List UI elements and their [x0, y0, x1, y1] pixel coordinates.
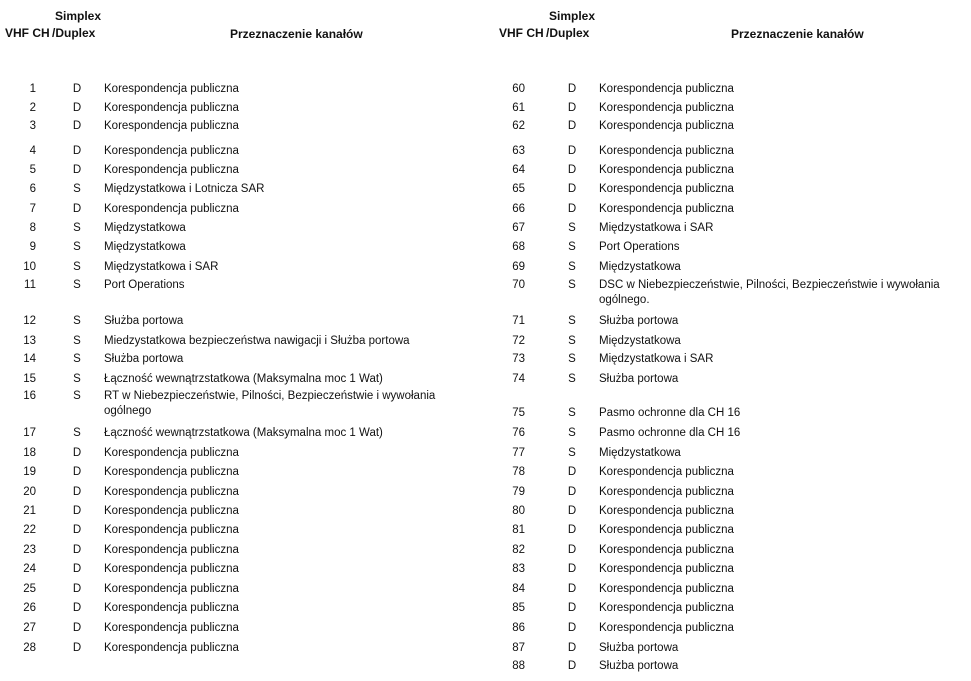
channel-purpose-line: Korespondencja publiczna: [599, 486, 734, 498]
channel-purpose: [599, 485, 964, 500]
channel-number: 87: [512, 642, 525, 654]
channel-purpose: [599, 562, 964, 577]
channel-purpose: [599, 182, 964, 197]
channel-purpose-line: Pasmo ochronne dla CH 16: [599, 407, 741, 419]
channel-purpose: [104, 389, 454, 419]
simplex-duplex-code: D: [567, 622, 577, 634]
channel-purpose: [599, 659, 964, 674]
channel-purpose-line: Korespondencja publiczna: [599, 102, 734, 114]
channel-purpose: [599, 101, 964, 116]
channel-purpose-line: Międzystatkowa: [599, 447, 681, 459]
channel-purpose-line: Korespondencja publiczna: [104, 145, 239, 157]
channel-purpose: [599, 465, 964, 480]
channel-purpose-line: Korespondencja publiczna: [599, 524, 734, 536]
channel-purpose: [104, 352, 454, 367]
channel-purpose: [599, 406, 964, 421]
channel-purpose: [104, 426, 454, 441]
channel-purpose-line: Korespondencja publiczna: [104, 102, 239, 114]
simplex-duplex-code: S: [568, 279, 576, 291]
simplex-duplex-code: D: [567, 486, 577, 498]
channel-number: 24: [23, 563, 36, 575]
channel-purpose-line: Korespondencja publiczna: [599, 466, 734, 478]
channel-number: 79: [512, 486, 525, 498]
channel-number: 5: [29, 164, 36, 176]
channel-purpose-line: Korespondencja publiczna: [104, 602, 239, 614]
channel-purpose: [599, 523, 964, 538]
channel-number: 11: [24, 279, 36, 291]
simplex-duplex-code: S: [73, 373, 81, 385]
simplex-duplex-code: S: [73, 353, 81, 365]
channel-purpose: [104, 485, 454, 500]
channel-purpose: [104, 641, 454, 656]
channel-purpose: [599, 621, 964, 636]
simplex-duplex-code: S: [568, 241, 576, 253]
simplex-duplex-code: D: [72, 102, 82, 114]
simplex-duplex-code: S: [568, 373, 576, 385]
channel-purpose: [104, 278, 454, 293]
channel-purpose-line: ogólnego: [104, 405, 152, 417]
channel-number: 85: [512, 602, 525, 614]
simplex-duplex-code: D: [72, 447, 82, 459]
channel-purpose-line: Służba portowa: [104, 353, 184, 365]
channel-purpose: [104, 314, 454, 329]
channel-purpose-line: Międzystatkowa: [599, 335, 681, 347]
simplex-duplex-code: S: [568, 222, 576, 234]
channel-purpose-line: Korespondencja publiczna: [599, 83, 734, 95]
channel-purpose-line: Służba portowa: [599, 315, 679, 327]
channel-number: 76: [512, 427, 525, 439]
channel-purpose: [104, 202, 454, 217]
channel-purpose: [599, 314, 964, 329]
table-right: [495, 0, 971, 681]
simplex-duplex-code: D: [567, 102, 577, 114]
channel-number: 72: [512, 335, 525, 347]
simplex-duplex-code: S: [568, 315, 576, 327]
channel-purpose: [599, 144, 964, 159]
channel-purpose-line: Korespondencja publiczna: [599, 145, 734, 157]
header-duplex: /Duplex: [546, 26, 590, 40]
channel-number: 19: [23, 466, 36, 478]
channel-purpose: [104, 334, 454, 349]
simplex-duplex-code: D: [72, 505, 82, 517]
channel-purpose-line: Korespondencja publiczna: [104, 486, 239, 498]
channel-purpose-line: Służba portowa: [599, 642, 679, 654]
channel-purpose: [599, 446, 964, 461]
channel-purpose: [104, 182, 454, 197]
channel-number: 86: [512, 622, 525, 634]
channel-number: 22: [23, 524, 36, 536]
header-vhf-ch: VHF CH: [499, 26, 544, 40]
simplex-duplex-code: S: [73, 315, 81, 327]
simplex-duplex-code: D: [567, 602, 577, 614]
channel-number: 16: [23, 390, 36, 402]
channel-purpose-line: Korespondencja publiczna: [104, 164, 239, 176]
channel-purpose: [104, 372, 454, 387]
header-purpose: Przeznaczenie kanałów: [230, 27, 363, 41]
channel-number: 70: [512, 279, 525, 291]
channel-number: 60: [512, 83, 525, 95]
channel-purpose-line: Korespondencja publiczna: [104, 447, 239, 459]
header-purpose: Przeznaczenie kanałów: [731, 27, 864, 41]
channel-number: 2: [29, 102, 36, 114]
simplex-duplex-code: D: [567, 524, 577, 536]
channel-purpose: [599, 260, 964, 275]
channel-number: 83: [512, 563, 525, 575]
channel-number: 81: [512, 524, 525, 536]
channel-purpose-line: Międzystatkowa i SAR: [599, 353, 714, 365]
channel-number: 61: [512, 102, 525, 114]
table-left: [0, 0, 470, 681]
channel-purpose: [599, 82, 964, 97]
simplex-duplex-code: D: [567, 83, 577, 95]
channel-number: 14: [23, 353, 36, 365]
channel-number: 23: [23, 544, 36, 556]
channel-purpose: [599, 221, 964, 236]
simplex-duplex-code: D: [567, 203, 577, 215]
channel-number: 84: [512, 583, 525, 595]
channel-number: 82: [512, 544, 525, 556]
channel-purpose: [104, 144, 454, 159]
simplex-duplex-code: D: [72, 563, 82, 575]
channel-purpose-line: Korespondencja publiczna: [104, 544, 239, 556]
channel-number: 17: [23, 427, 36, 439]
channel-purpose: [599, 543, 964, 558]
channel-purpose: [104, 523, 454, 538]
channel-number: 62: [512, 120, 525, 132]
channel-number: 63: [512, 145, 525, 157]
simplex-duplex-code: D: [72, 583, 82, 595]
channel-number: 9: [29, 241, 36, 253]
simplex-duplex-code: S: [73, 427, 81, 439]
channel-purpose: [104, 163, 454, 178]
channel-purpose: [599, 352, 964, 367]
simplex-duplex-code: D: [72, 486, 82, 498]
channel-purpose: [599, 426, 964, 441]
channel-purpose: [104, 260, 454, 275]
channel-number: 77: [512, 447, 525, 459]
simplex-duplex-code: D: [567, 563, 577, 575]
simplex-duplex-code: D: [567, 544, 577, 556]
channel-purpose-line: Łączność wewnątrzstatkowa (Maksymalna moc 1 Wat): [104, 427, 383, 439]
channel-purpose: [104, 562, 454, 577]
channel-purpose: [599, 163, 964, 178]
channel-number: 10: [23, 261, 36, 273]
channel-purpose-line: Port Operations: [104, 279, 185, 291]
channel-number: 18: [23, 447, 36, 459]
channel-purpose-line: Międzystatkowa i SAR: [599, 222, 714, 234]
channel-purpose: [599, 641, 964, 656]
channel-number: 73: [512, 353, 525, 365]
channel-purpose: [104, 119, 454, 134]
channel-number: 75: [512, 407, 525, 419]
channel-purpose-line: Korespondencja publiczna: [104, 622, 239, 634]
channel-number: 69: [512, 261, 525, 273]
channel-purpose-line: Korespondencja publiczna: [104, 583, 239, 595]
channel-purpose-line: Korespondencja publiczna: [104, 466, 239, 478]
channel-number: 3: [29, 120, 36, 132]
channel-number: 4: [29, 145, 36, 157]
channel-purpose: [599, 334, 964, 349]
simplex-duplex-code: D: [72, 544, 82, 556]
channel-number: 78: [512, 466, 525, 478]
channel-purpose-line: Międzystatkowa i Lotnicza SAR: [104, 183, 265, 195]
channel-purpose: [104, 446, 454, 461]
channel-purpose-line: Pasmo ochronne dla CH 16: [599, 427, 741, 439]
channel-purpose-line: Korespondencja publiczna: [599, 164, 734, 176]
channel-number: 25: [23, 583, 36, 595]
channel-purpose: [104, 240, 454, 255]
simplex-duplex-code: D: [72, 164, 82, 176]
channel-number: 65: [512, 183, 525, 195]
channel-purpose: [599, 202, 964, 217]
channel-purpose: [599, 504, 964, 519]
simplex-duplex-code: D: [567, 505, 577, 517]
simplex-duplex-code: S: [73, 241, 81, 253]
channel-number: 67: [512, 222, 525, 234]
simplex-duplex-code: S: [568, 261, 576, 273]
channel-purpose-line: Służba portowa: [599, 660, 679, 672]
simplex-duplex-code: D: [72, 83, 82, 95]
channel-purpose-line: ogólnego.: [599, 294, 650, 306]
channel-purpose: [104, 504, 454, 519]
channel-purpose-line: Korespondencja publiczna: [104, 120, 239, 132]
simplex-duplex-code: S: [568, 447, 576, 459]
simplex-duplex-code: D: [567, 583, 577, 595]
channel-number: 13: [23, 335, 36, 347]
channel-purpose-line: Korespondencja publiczna: [599, 563, 734, 575]
channel-purpose: [104, 465, 454, 480]
channel-purpose: [104, 221, 454, 236]
channel-purpose: [599, 372, 964, 387]
channel-number: 74: [512, 373, 525, 385]
simplex-duplex-code: D: [567, 466, 577, 478]
channel-purpose: [599, 240, 964, 255]
channel-number: 71: [512, 315, 525, 327]
channel-purpose-line: Korespondencja publiczna: [599, 183, 734, 195]
channel-purpose-line: Korespondencja publiczna: [599, 203, 734, 215]
channel-purpose: [599, 601, 964, 616]
channel-purpose: [104, 621, 454, 636]
channel-number: 12: [23, 315, 36, 327]
channel-number: 66: [512, 203, 525, 215]
channel-purpose: [599, 119, 964, 134]
channel-number: 88: [512, 660, 525, 672]
channel-purpose: [104, 543, 454, 558]
channel-number: 80: [512, 505, 525, 517]
simplex-duplex-code: D: [72, 145, 82, 157]
channel-purpose: [104, 601, 454, 616]
channel-number: 68: [512, 241, 525, 253]
channel-purpose-line: Międzystatkowa: [104, 241, 186, 253]
channel-purpose-line: Służba portowa: [104, 315, 184, 327]
simplex-duplex-code: D: [567, 660, 577, 672]
simplex-duplex-code: S: [73, 335, 81, 347]
simplex-duplex-code: S: [73, 261, 81, 273]
channel-purpose-line: Korespondencja publiczna: [104, 505, 239, 517]
channel-purpose-line: DSC w Niebezpieczeństwie, Pilności, Bezpieczeństwie i wywołania: [599, 279, 940, 291]
channel-number: 27: [23, 622, 36, 634]
simplex-duplex-code: D: [72, 203, 82, 215]
simplex-duplex-code: S: [73, 183, 81, 195]
simplex-duplex-code: S: [568, 353, 576, 365]
channel-number: 20: [23, 486, 36, 498]
channel-purpose-line: Korespondencja publiczna: [599, 622, 734, 634]
channel-number: 15: [23, 373, 36, 385]
simplex-duplex-code: D: [72, 120, 82, 132]
channel-purpose-line: Służba portowa: [599, 373, 679, 385]
channel-purpose-line: Port Operations: [599, 241, 680, 253]
simplex-duplex-code: D: [567, 642, 577, 654]
simplex-duplex-code: D: [72, 466, 82, 478]
channel-purpose-line: Korespondencja publiczna: [104, 563, 239, 575]
channel-number: 1: [29, 83, 36, 95]
channel-purpose-line: Korespondencja publiczna: [104, 524, 239, 536]
channel-number: 28: [23, 642, 36, 654]
simplex-duplex-code: S: [73, 390, 81, 402]
channel-purpose: [599, 582, 964, 597]
channel-purpose-line: Międzystatkowa i SAR: [104, 261, 219, 273]
channel-purpose: [104, 101, 454, 116]
channel-purpose-line: Korespondencja publiczna: [599, 505, 734, 517]
simplex-duplex-code: D: [72, 524, 82, 536]
channel-purpose-line: Miedzystatkowa bezpieczeństwa nawigacji i Służba portowa: [104, 335, 410, 347]
header-simplex: Simplex: [55, 9, 102, 23]
channel-purpose-line: RT w Niebezpieczeństwie, Pilności, Bezpieczeństwie i wywołania: [104, 390, 436, 402]
simplex-duplex-code: S: [73, 222, 81, 234]
simplex-duplex-code: D: [72, 622, 82, 634]
header-simplex: Simplex: [549, 9, 596, 23]
simplex-duplex-code: S: [568, 407, 576, 419]
channel-purpose-line: Korespondencja publiczna: [599, 602, 734, 614]
channel-number: 7: [29, 203, 36, 215]
channel-purpose: [104, 82, 454, 97]
channel-number: 6: [29, 183, 36, 195]
channel-purpose-line: Korespondencja publiczna: [599, 120, 734, 132]
simplex-duplex-code: D: [567, 145, 577, 157]
simplex-duplex-code: D: [567, 164, 577, 176]
channel-purpose: [599, 278, 964, 308]
simplex-duplex-code: D: [72, 602, 82, 614]
simplex-duplex-code: S: [568, 335, 576, 347]
header-vhf-ch: VHF CH: [5, 26, 50, 40]
channel-purpose-line: Łączność wewnątrzstatkowa (Maksymalna moc 1 Wat): [104, 373, 383, 385]
simplex-duplex-code: S: [568, 427, 576, 439]
channel-purpose-line: Korespondencja publiczna: [104, 83, 239, 95]
channel-number: 26: [23, 602, 36, 614]
simplex-duplex-code: D: [567, 120, 577, 132]
channel-purpose-line: Korespondencja publiczna: [104, 642, 239, 654]
channel-purpose-line: Korespondencja publiczna: [104, 203, 239, 215]
channel-purpose-line: Międzystatkowa: [599, 261, 681, 273]
simplex-duplex-code: S: [73, 279, 81, 291]
channel-purpose-line: Międzystatkowa: [104, 222, 186, 234]
channel-number: 64: [512, 164, 525, 176]
simplex-duplex-code: D: [72, 642, 82, 654]
channel-purpose-line: Korespondencja publiczna: [599, 544, 734, 556]
header-duplex: /Duplex: [52, 26, 96, 40]
channel-number: 8: [29, 222, 36, 234]
simplex-duplex-code: D: [567, 183, 577, 195]
channel-purpose: [104, 582, 454, 597]
channel-purpose-line: Korespondencja publiczna: [599, 583, 734, 595]
channel-number: 21: [23, 505, 36, 517]
